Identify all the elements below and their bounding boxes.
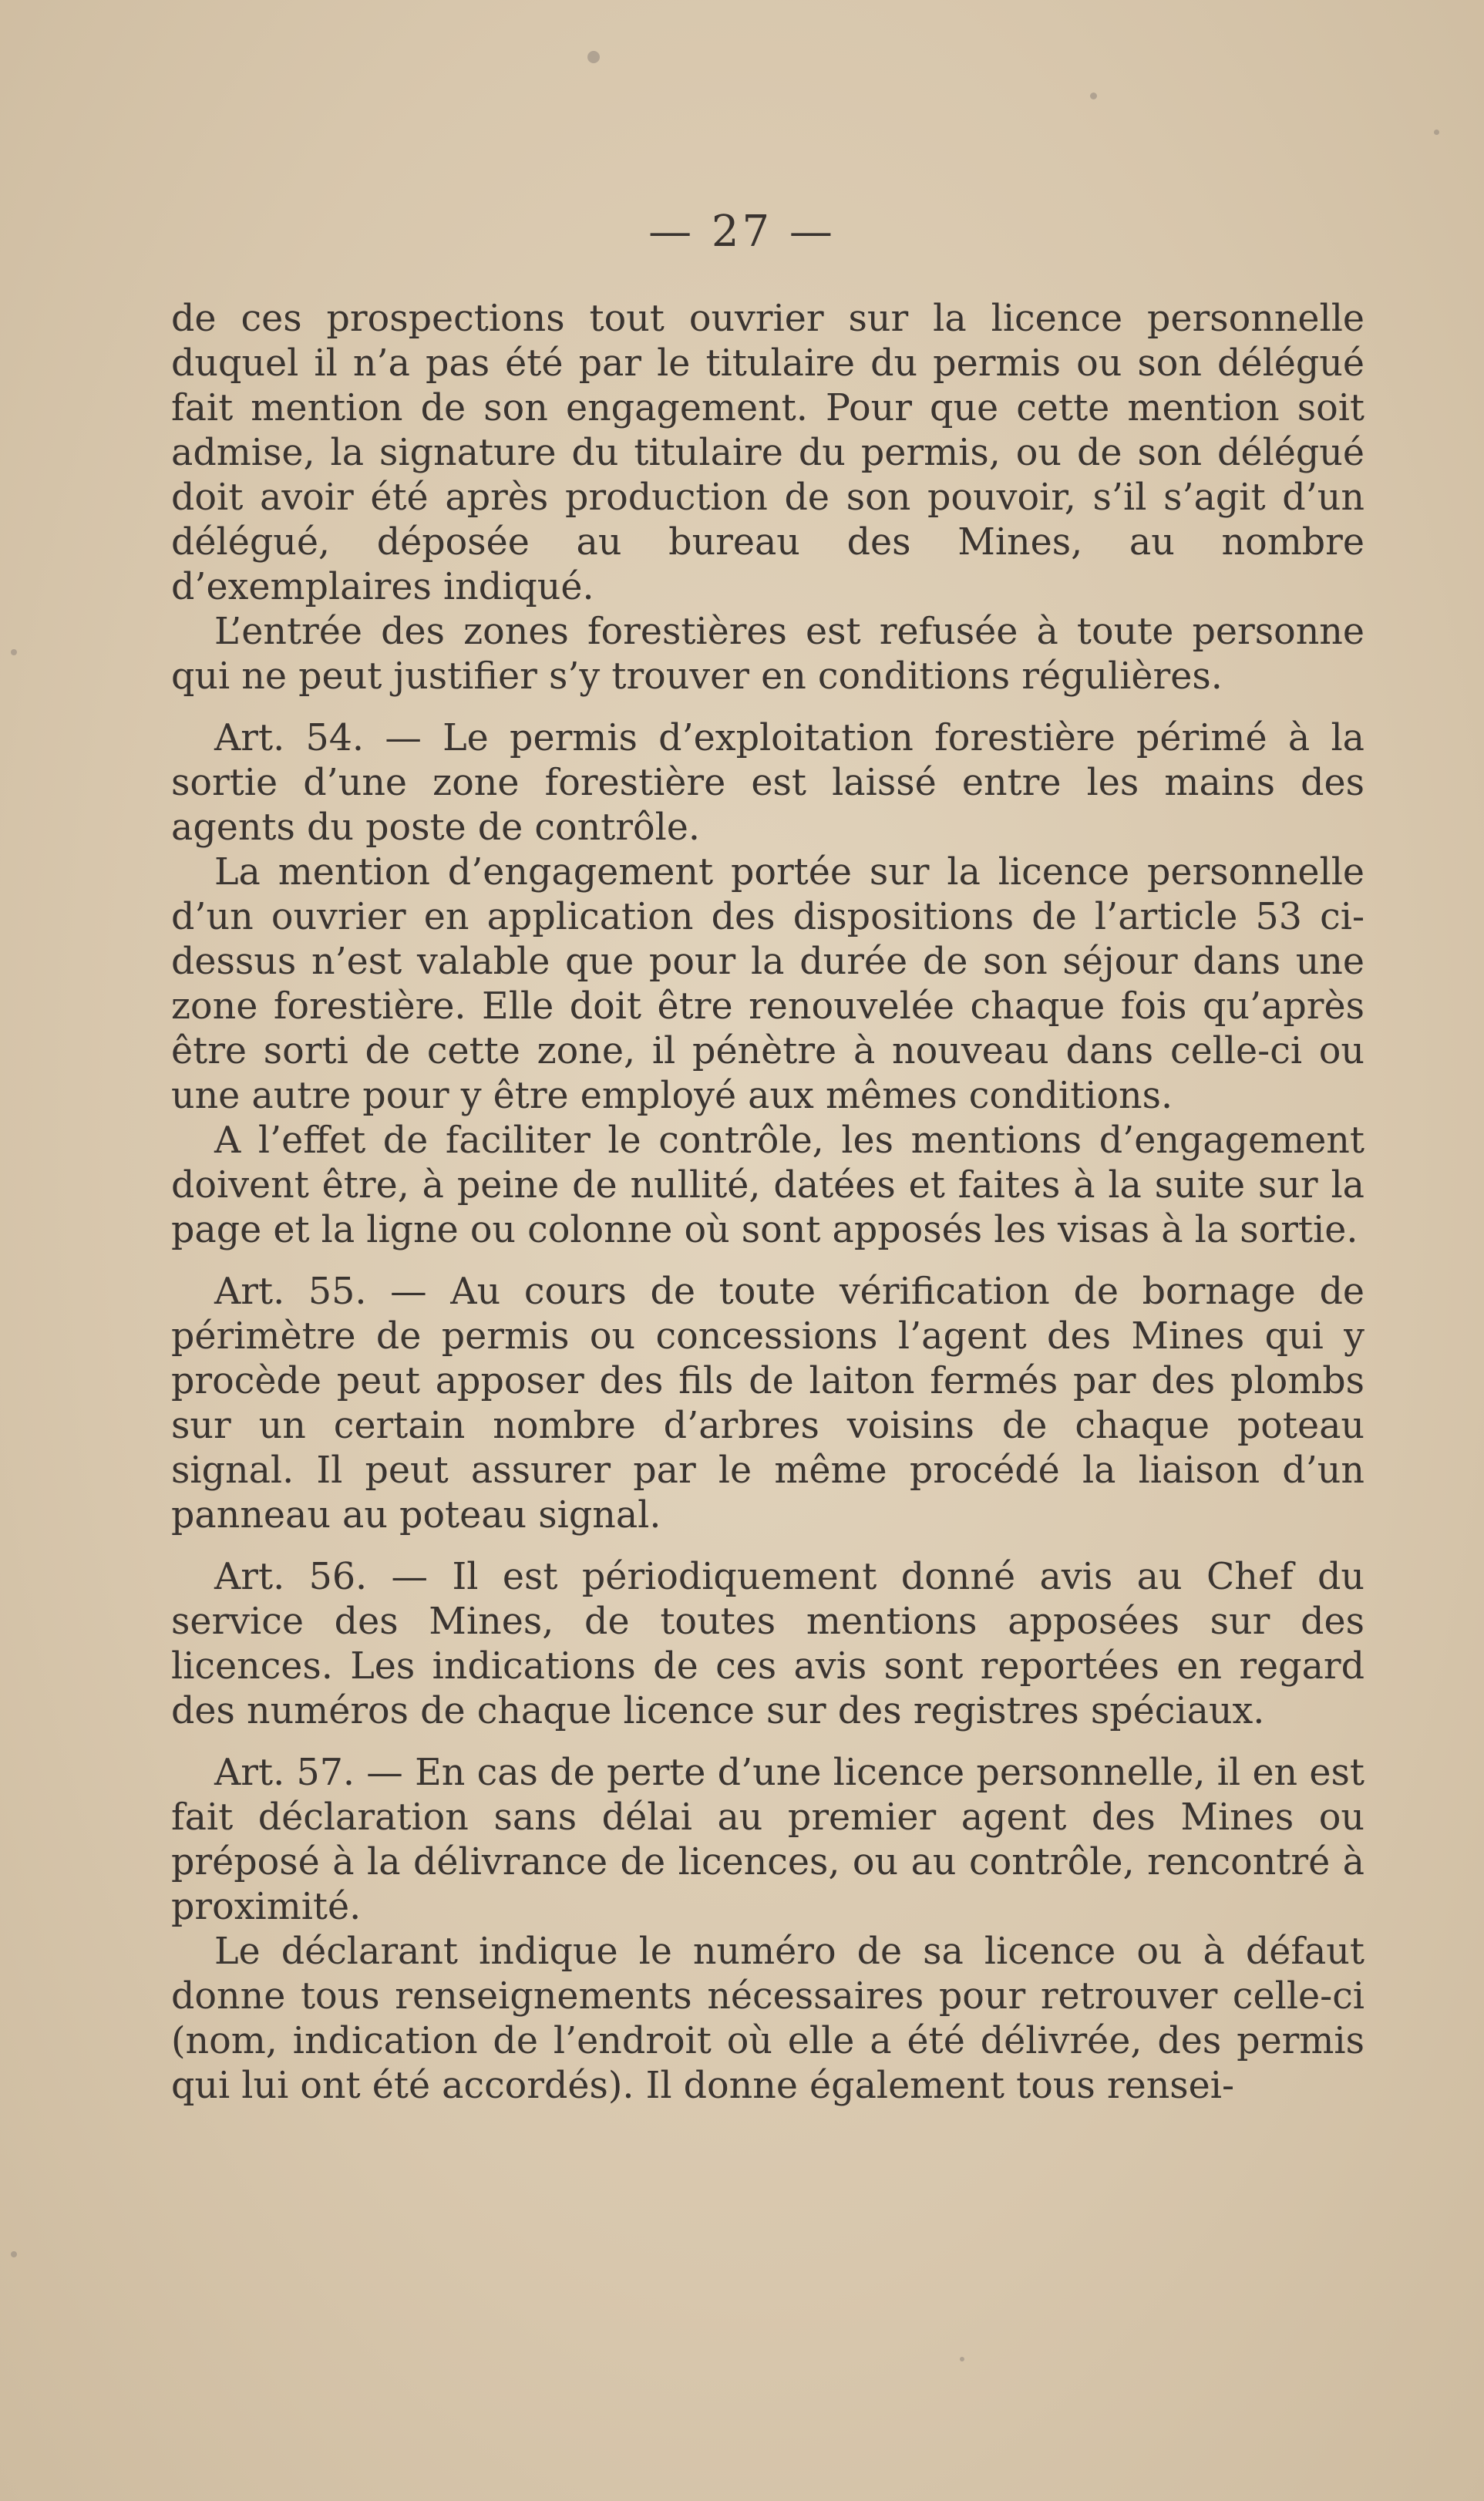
article-57: Art. 57. — En cas de perte d’une licence personnelle, il en est fait déclaration sans délai au premier agent des Mines ou préposé à la délivrance de licences, ou au contrôle, rencontré à proximité. <box>171 1752 1365 1928</box>
ink-speck <box>11 649 17 655</box>
ink-speck <box>11 2251 17 2257</box>
paragraph: A l’effet de faciliter le contrôle, les mentions d’engagement doivent être, à peine de nullité, datées et faites à la suite sur la page et la ligne ou colonne où sont apposés les visas à la sortie. <box>171 1119 1365 1251</box>
paragraph: La mention d’engagement portée sur la licence personnelle d’un ouvrier en application des dispositions de l’article 53 ci-dessus n’est valable que pour la durée de son séjour dans une zone forestière. Elle doit être renouvelée chaque fois qu’après être sorti de cette zone, il pénètre à nouveau dans celle-ci ou une autre pour y être employé aux mêmes conditions. <box>171 851 1365 1117</box>
ink-speck <box>1090 93 1097 99</box>
ink-speck <box>960 2357 964 2361</box>
article-54: Art. 54. — Le permis d’exploitation forestière périmé à la sortie d’une zone forestière est laissé entre les mains des agents du poste de contrôle. <box>171 717 1365 849</box>
paragraph: Le déclarant indique le numéro de sa licence ou à défaut donne tous renseignements nécessaires pour retrouver celle-ci (nom, indication de l’endroit où elle a été délivrée, des permis qui lui ont été accordés). Il donne également tous rensei- <box>171 1930 1365 2107</box>
ink-speck <box>1434 130 1439 135</box>
body-text <box>171 297 1365 2109</box>
article-55: Art. 55. — Au cours de toute vérification de bornage de périmètre de permis ou concessions l’agent des Mines qui y procède peut apposer des fils de laiton fermés par des plombs sur un certain nombre d’arbres voisins de chaque poteau signal. Il peut assurer par le même procédé la liaison d’un panneau au poteau signal. <box>171 1271 1365 1537</box>
article-56: Art. 56. — Il est périodiquement donné avis au Chef du service des Mines, de toutes mentions apposées sur des licences. Les indications de ces avis sont reportées en regard des numéros de chaque licence sur des registres spéciaux. <box>171 1556 1365 1732</box>
paragraph: de ces prospections tout ouvrier sur la licence personnelle duquel il n’a pas été par le titulaire du permis ou son délégué fait mention de son engagement. Pour que cette mention soit admise, la signature du titulaire du permis, ou de son délégué doit avoir été après production de son pouvoir, s’il s’agit d’un délégué, déposée au bureau des Mines, au nombre d’exemplaires indiqué. <box>171 298 1365 608</box>
ink-speck <box>587 51 600 63</box>
page-number: — 27 — <box>648 207 836 257</box>
paragraph: L’entrée des zones forestières est refusée à toute personne qui ne peut justifier s’y trouver en conditions régulières. <box>171 611 1365 698</box>
